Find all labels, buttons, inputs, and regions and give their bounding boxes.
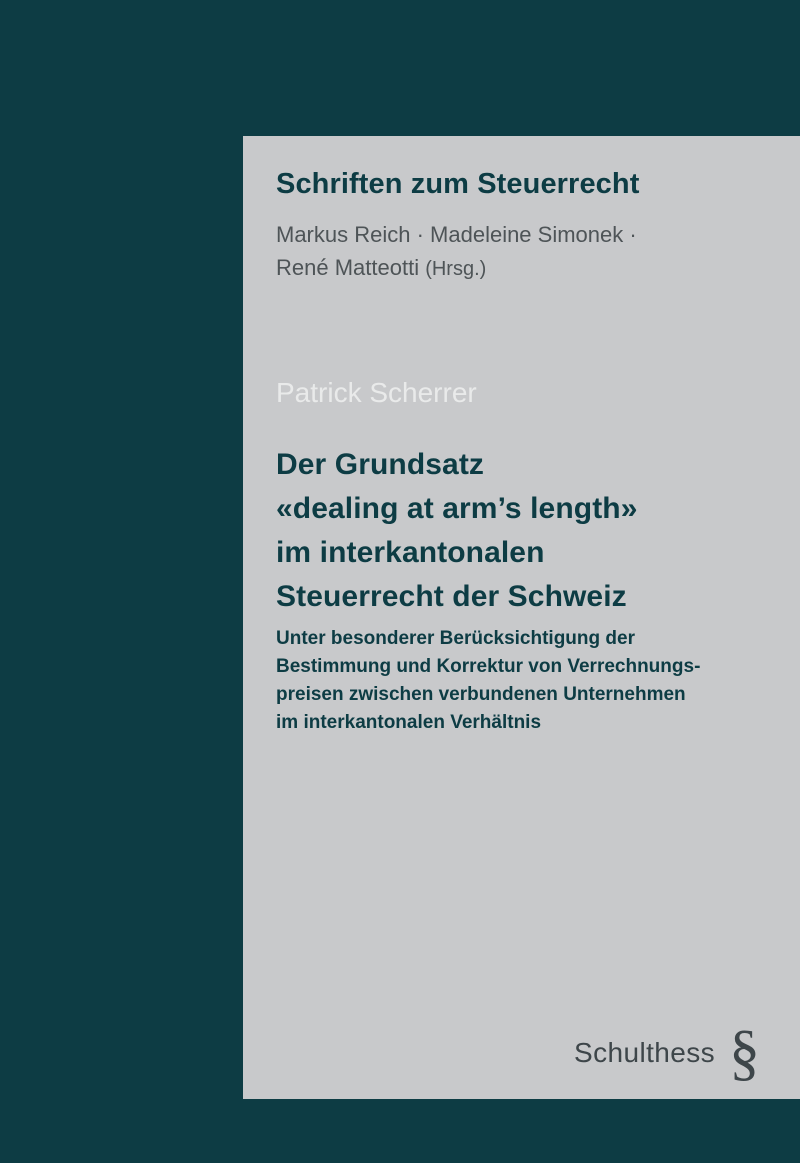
series-editors xyxy=(276,218,746,286)
subtitle-line-4: im interkantonalen Verhältnis xyxy=(276,712,542,733)
editor-name-matteotti: René Matteotti xyxy=(276,255,426,280)
editors-line-1: Markus Reich · Madeleine Simonek · xyxy=(276,222,637,247)
publisher-name: Schulthess xyxy=(574,1037,715,1068)
subtitle-line-3: preisen zwischen verbundenen Unternehmen xyxy=(276,684,686,705)
title-line-4: Steuerrecht der Schweiz xyxy=(276,580,627,613)
section-sign-icon: § xyxy=(729,1019,760,1087)
series-title: Schriften zum Steuerrecht xyxy=(276,168,640,200)
editors-role: (Hrsg.) xyxy=(425,258,487,280)
subtitle-line-2: Bestimmung und Korrektur von Verrechnungs- xyxy=(276,656,701,677)
book-subtitle xyxy=(276,625,766,737)
editors-line-2 xyxy=(276,251,746,286)
subtitle-line-1: Unter besonderer Berücksichtigung der xyxy=(276,628,635,649)
author-name: Patrick Scherrer xyxy=(276,377,477,408)
title-line-3: im interkantonalen xyxy=(276,536,545,569)
book-title xyxy=(276,443,766,619)
title-line-1: Der Grundsatz xyxy=(276,448,485,481)
title-line-2: «dealing at arm’s length» xyxy=(276,492,638,525)
publisher-logo xyxy=(470,1019,760,1087)
